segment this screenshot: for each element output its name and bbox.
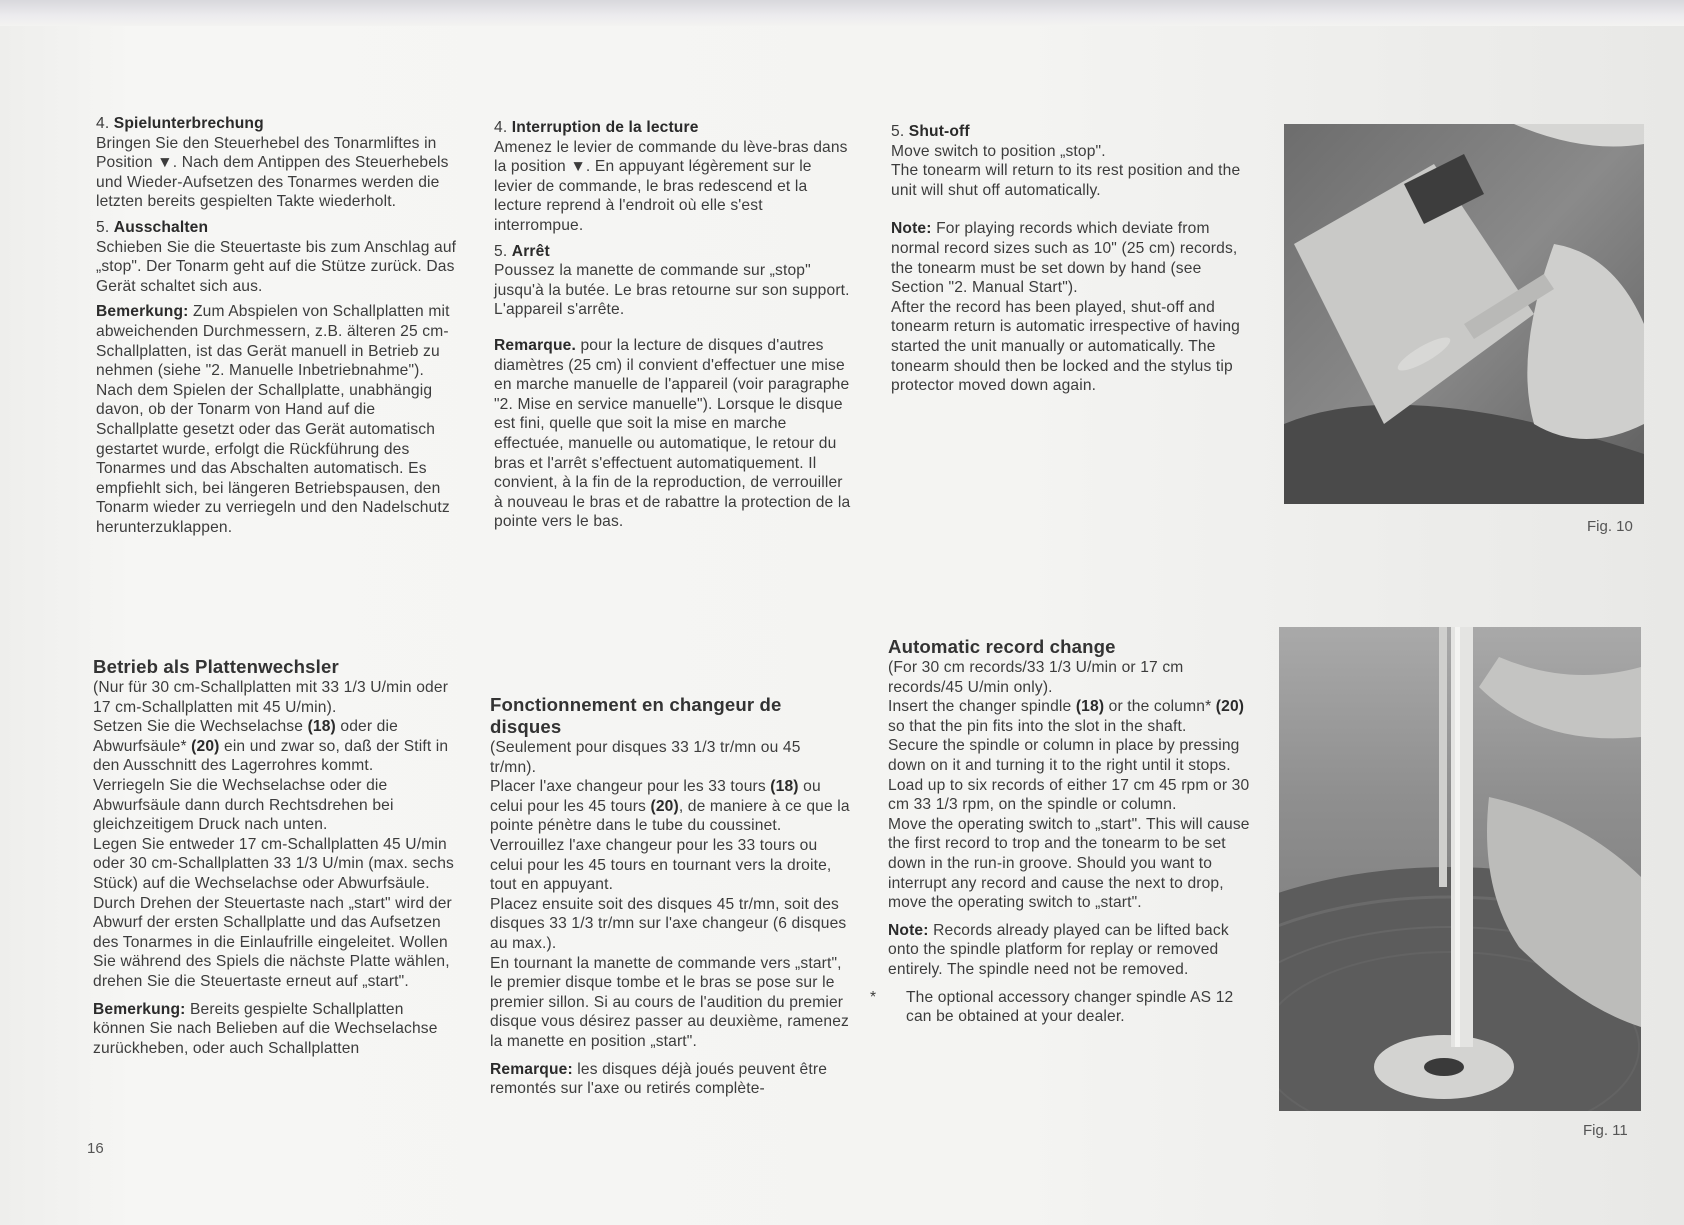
- fr-changer-p2: Placez ensuite soit des disques 45 tr/mn, soit des disques 33 1/3 tr/mn sur l'axe changeur (6 disques au max.).: [490, 895, 847, 952]
- en-section5-heading: 5. Shut-off: [891, 123, 970, 140]
- en-changer-intro: (For 30 cm records/33 1/3 U/min or 17 cm records/45 U/min only).: [888, 659, 1184, 696]
- fr-changer-note: Remarque: les disques déjà joués peuvent être remontés sur l'axe ou retirés complète-: [490, 1060, 828, 1098]
- tonearm-rest-illustration: [1284, 124, 1644, 504]
- de-section4-body: Bringen Sie den Steuerhebel des Tonarmliftes in Position ▼. Nach dem Antippen des Steuerhebels und Wieder-Aufsetzen des Tonarmes werden die letzten bereits gespielten Takte wiederholt.: [96, 134, 449, 211]
- en-changer-p3: Load up to six records of either 17 cm 45 rpm or 30 cm 33 1/3 rpm, on the spindle or column.: [888, 776, 1250, 814]
- figure-11-caption: Fig. 11: [1583, 1122, 1628, 1139]
- figure-11-photo: [1279, 627, 1641, 1111]
- en-changer-note: Note: Records already played can be lifted back onto the spindle platform for replay or removed entirely. The spindle need not be removed.: [888, 921, 1229, 978]
- german-column-bottom: [93, 656, 455, 1058]
- fr-section5-heading: 5. Arrêt: [494, 242, 550, 260]
- en-note: Note: For playing records which deviate from normal record sizes such as 10" (25 cm) records, the tonearm must be set down by hand (see Section "2. Manual Start").: [891, 220, 1238, 297]
- fr-section4-heading: 4. Interruption de la lecture: [494, 119, 699, 136]
- de-changer-p1: Setzen Sie die Wechselachse (18) oder die Abwurfsäule* (20) ein und zwar so, daß der Stift in den Ausschnitt des Lagerrohres kommt.: [93, 718, 449, 775]
- en-note-continued: After the record has been played, shut-off and tonearm return is automatic irrespective of having started the unit manually or automatically. The tonearm should then be locked and the stylus tip protector moved down again.: [891, 298, 1240, 395]
- figure-10-photo: [1284, 124, 1644, 504]
- fr-section4-body: Amenez le levier de commande du lève-bras dans la position ▼. En appuyant légèrement sur le levier de commande, le bras redescend et la lecture reprend à l'endroit où elle s'est interrompue.: [494, 138, 848, 234]
- de-note: Bemerkung: Zum Abspielen von Schallplatten mit abweichenden Durchmessern, z.B. älteren 25 cm-Schallplatten, ist das Gerät manuell in Betrieb zu nehmen (siehe "2. Manuelle Inbetriebnahme").: [96, 303, 450, 380]
- fr-changer-p3: En tournant la manette de commande vers „start", le premier disque tombe et le bras se pose sur le premier sillon. Si au cours de l'audition du premier disque vous désirez passer au deuxième, ramenez la manette en position „start".: [490, 954, 849, 1050]
- fr-changer-intro: (Seulement pour disques 33 1/3 tr/mn ou 45 tr/mn).: [490, 739, 801, 776]
- english-column-top: [891, 122, 1253, 396]
- changer-spindle-illustration: [1279, 627, 1641, 1111]
- en-changer-p4: Move the operating switch to „start". This will cause the first record to trop and the tonearm to be set down in the run-in groove. Should you want to interrupt any record and cause the next to drop, move the operating switch to „start".: [888, 815, 1250, 912]
- french-column-top: [494, 118, 854, 532]
- de-changer-p3: Legen Sie entweder 17 cm-Schallplatten 45 U/min oder 30 cm-Schallplatten 33 1/3 U/min (max. sechs Stück) auf die Wechselachse oder Abwurfsäule.: [93, 835, 454, 892]
- french-column-bottom: [490, 694, 850, 1099]
- en-changer-heading: Automatic record change: [888, 636, 1116, 657]
- en-footnote: * The optional accessory changer spindle AS 12 can be obtained at your dealer.: [870, 988, 1234, 1026]
- fr-changer-p1: Placer l'axe changeur pour les 33 tours (18) ou celui pour les 45 tours (20), de maniere à ce que la pointe pénètre dans le tube du coussinet. Verrouillez l'axe changeur pour les 33 tours ou celui pour les 45 tours en tournant vers la droite, tout en appuyant.: [490, 778, 850, 894]
- fr-note: Remarque. pour la lecture de disques d'autres diamètres (25 cm) il convient d'effectuer une mise en marche manuelle de l'appareil (voir paragraphe "2. Mise en service manuelle"). Lorsque le disque est fini, quelle que soit la mise en marche effectuée, manuelle ou automatique, le retour du bras et l'arrêt s'effectuent automatiquement. Il convient, à la fin de la reproduction, de verrouiller à nouveau le bras et de rabattre la protection de la pointe vers le bas.: [494, 336, 851, 531]
- en-changer-p2: Secure the spindle or column in place by pressing down on it and turning it to the right until it stops.: [888, 737, 1240, 774]
- figure-10-caption: Fig. 10: [1587, 518, 1633, 535]
- de-section5-heading: 5. Ausschalten: [96, 218, 209, 236]
- en-changer-p1: Insert the changer spindle (18) or the column* (20) so that the pin fits into the slot in the shaft.: [888, 698, 1245, 735]
- fr-section5-body: Poussez la manette de commande sur „stop" jusqu'à la butée. Le bras retourne sur son support. L'appareil s'arrête.: [494, 262, 850, 319]
- en-section5-line2: The tonearm will return to its rest position and the unit will shut off automatically.: [891, 162, 1241, 199]
- fr-changer-heading: Fonctionnement en changeur de disques: [490, 694, 782, 737]
- german-column-top: [96, 114, 458, 537]
- english-column-bottom: [870, 636, 1250, 1027]
- de-changer-p2: Verriegeln Sie die Wechselachse oder die Abwurfsäule dann durch Rechtsdrehen bei gleichzeitigem Druck nach unten.: [93, 776, 394, 834]
- de-changer-heading: Betrieb als Plattenwechsler: [93, 656, 339, 677]
- de-section4-heading: 4. Spielunterbrechung: [96, 115, 264, 132]
- en-section5-line1: Move switch to position „stop".: [891, 142, 1106, 160]
- de-changer-intro: (Nur für 30 cm-Schallplatten mit 33 1/3 U/min oder 17 cm-Schallplatten mit 45 U/min).: [93, 679, 449, 716]
- scan-top-edge: [0, 0, 1684, 26]
- de-note-continued: Nach dem Spielen der Schallplatte, unabhängig davon, ob der Tonarm von Hand auf die Schallplatte gesetzt oder das Gerät automatisch gestartet wurde, erfolgt die Rückführung des Tonarmes und das Abschalten automatisch. Es empfiehlt sich, bei längeren Betriebspausen, den Tonarm wieder zu verriegeln und den Nadelschutz herunterzuklappen.: [96, 381, 450, 536]
- de-changer-note: Bemerkung: Bereits gespielte Schallplatten können Sie nach Belieben auf die Wechselachse zurückheben, oder auch Schallplatten: [93, 1000, 438, 1057]
- page-number: 16: [87, 1140, 104, 1157]
- de-section5-body: Schieben Sie die Steuertaste bis zum Anschlag auf „stop". Der Tonarm geht auf die Stütze zurück. Das Gerät schaltet sich aus.: [96, 238, 457, 295]
- de-changer-p4: Durch Drehen der Steuertaste nach „start" wird der Abwurf der ersten Schallplatte und das Aufsetzen des Tonarmes in die Einlaufrille eingeleitet. Wollen Sie während des Spiels die nächste Platte wählen, drehen Sie die Steuertaste erneut auf „start".: [93, 894, 452, 990]
